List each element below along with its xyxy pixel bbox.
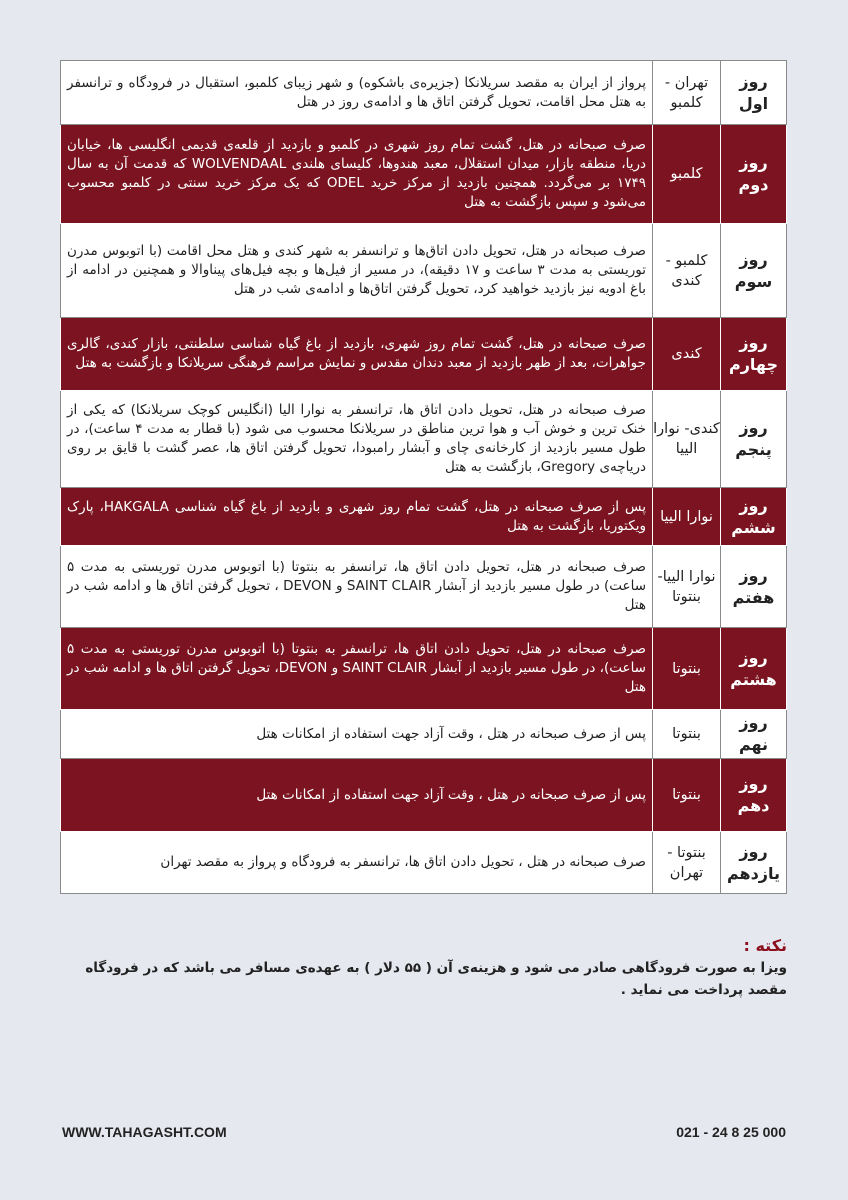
day-cell [721, 628, 787, 710]
itinerary-row [61, 391, 787, 488]
itinerary-row [61, 759, 787, 832]
note-section [60, 936, 787, 1001]
day-cell [721, 488, 787, 546]
day-cell [721, 391, 787, 488]
day-cell [721, 224, 787, 318]
day-name: چهارم [728, 355, 779, 374]
itinerary-row [61, 125, 787, 224]
city-cell: بنتوتا - تهران [653, 832, 721, 894]
itinerary-row [61, 546, 787, 628]
day-cell [721, 710, 787, 759]
day-label: روز [739, 647, 768, 667]
day-name: نهم [738, 735, 769, 754]
day-cell [721, 832, 787, 894]
day-label: روز [739, 565, 768, 585]
day-cell [721, 318, 787, 391]
day-cell [721, 61, 787, 125]
description-cell: صرف صبحانه در هتل، تحویل دادن اتاق ها، ترانسفر به نوارا الیا (انگلیس کوچک سریلانکا) که یکی از خنک ترین و خوش آب و هوا ترین مناطق در سریلانکا محسوب می شود (با قطار به مدت ۴ ساعت)، در طول مسیر بازدید از کارخانه‌ی چای و آبشار رامبودا، تحویل گرفتن اتاق ها، عصر گشت با قایق بر روی دریاچه‌ی Gregory، بازگشت به هتل [61, 391, 653, 488]
city-cell: بنتوتا [653, 710, 721, 759]
description-cell: پس از صرف صبحانه در هتل، گشت تمام روز شهری و بازدید از باغ گیاه شناسی HAKGALA، پارک ویکتوریا، بازگشت به هتل [61, 488, 653, 546]
footer [62, 1124, 786, 1140]
city-cell: تهران - کلمبو [653, 61, 721, 125]
day-label: روز [739, 333, 768, 352]
city-cell: کلمبو [653, 125, 721, 224]
itinerary-row [61, 832, 787, 894]
day-name: ششم [731, 517, 776, 537]
description-cell: صرف صبحانه در هتل ، تحویل دادن اتاق ها، ترانسفر به فرودگاه و پرواز به مقصد تهران [61, 832, 653, 894]
city-cell: بنتوتا [653, 628, 721, 710]
description-cell: پرواز از ایران به مقصد سریلانکا (جزیره‌ی باشکوه) و شهر زیبای کلمبو، استقبال در فرودگاه و ترانسفر به هتل محل اقامت، تحویل گرفتن اتاق ها و ادامه‌ی روز در هتل [61, 61, 653, 125]
itinerary-row [61, 224, 787, 318]
day-name: دهم [737, 796, 770, 815]
day-cell [721, 125, 787, 224]
description-cell: صرف صبحانه در هتل، تحویل دادن اتاق ها، ترانسفر به بنتوتا (با اتوبوس مدرن توریستی به مدت ۵ ساعت) در طول مسیر بازدید از آبشار SAINT CLAIR و DEVON ، تحویل گرفتن اتاق ها و ادامه شب در هتل [61, 546, 653, 628]
day-name: اول [738, 93, 769, 113]
footer-website: WWW.TAHAGASHT.COM [62, 1124, 227, 1140]
itinerary-table-body [61, 61, 787, 894]
city-cell: کندی- نوارا الییا [653, 391, 721, 488]
day-name: دوم [738, 175, 769, 194]
city-cell: نوارا الییا [653, 488, 721, 546]
day-label: روز [739, 71, 768, 91]
description-cell: صرف صبحانه در هتل، تحویل دادن اتاق‌ها و ترانسفر به شهر کندی و هتل محل اقامت (با اتوبوس مدرن توریستی به مدت ۳ ساعت و ۱۷ دقیقه)، در مسیر از فیل‌ها و بچه فیل‌های پینا‌والا و همچنین در ادامه از باغ ادویه نیز بازدید خواهید کرد، تحویل گرفتن اتاق‌ها و ادامه‌ی شب در هتل [61, 224, 653, 318]
day-label: روز [739, 249, 768, 269]
itinerary-row [61, 318, 787, 391]
city-cell: بنتوتا [653, 759, 721, 832]
description-cell: صرف صبحانه در هتل، تحویل دادن اتاق ها، ترانسفر به بنتوتا (با اتوبوس مدرن توریستی به مدت ۵ ساعت)، در طول مسیر بازدید از آبشار SAINT CLAIR و DEVON، تحویل گرفتن اتاق ها و ادامه شب در هتل [61, 628, 653, 710]
itinerary-table [60, 60, 787, 894]
day-name: سوم [734, 271, 773, 291]
itinerary-row [61, 61, 787, 125]
note-title: نکته : [743, 936, 787, 955]
description-cell: صرف صبحانه در هتل، گشت تمام روز شهری در کلمبو و بازدید از قلعه‌ی قدیمی انگلیسی ها، خیابان دریا، منطقه بازار، میدان استقلال، معبد هندوها، کلیسای هلندی WOLVENDAAL که قدمت آن به سال ۱۷۴۹ بر می‌گردد. همچنین بازدید از مرکز خرید ODEL که یک مرکز خرید سنتی در کلمبو محسوب می‌شود و سپس بازگشت به هتل [61, 125, 653, 224]
day-label: روز [739, 495, 768, 515]
description-cell: صرف صبحانه در هتل، گشت تمام روز شهری، بازدید از باغ گیاه شناسی سلطنتی، بازار کندی، گالری جواهرات، بعد از ظهر بازدید از معبد دندان مقدس و نمایش مراسم فرهنگی سریلانکا و بازگشت به هتل [61, 318, 653, 391]
city-cell: نوارا الییا- بنتوتا [653, 546, 721, 628]
itinerary-row [61, 488, 787, 546]
day-name: هفتم [732, 587, 775, 607]
city-cell: کندی [653, 318, 721, 391]
day-label: روز [739, 841, 768, 861]
itinerary-row [61, 628, 787, 710]
day-label: روز [739, 774, 768, 793]
footer-phone: 021 - 24 8 25 000 [676, 1124, 786, 1140]
day-label: روز [739, 713, 768, 732]
day-cell [721, 759, 787, 832]
day-cell [721, 546, 787, 628]
note-text: ویزا به صورت فرودگاهی صادر می شود و هزینه‌ی آن ( ۵۵ دلار ) به عهده‌ی مسافر می باشد که در فرودگاه مقصد پرداخت می نماید . [85, 960, 787, 998]
itinerary-table-wrap [60, 60, 787, 894]
day-name: هشتم [730, 669, 777, 689]
day-name: پنجم [735, 440, 772, 459]
day-label: روز [739, 153, 768, 172]
description-cell: پس از صرف صبحانه در هتل ، وقت آزاد جهت استفاده از امکانات هتل [61, 759, 653, 832]
day-name: یازدهم [726, 863, 781, 883]
itinerary-row [61, 710, 787, 759]
description-cell: پس از صرف صبحانه در هتل ، وقت آزاد جهت استفاده از امکانات هتل [61, 710, 653, 759]
day-label: روز [739, 418, 768, 437]
city-cell: کلمبو - کندی [653, 224, 721, 318]
